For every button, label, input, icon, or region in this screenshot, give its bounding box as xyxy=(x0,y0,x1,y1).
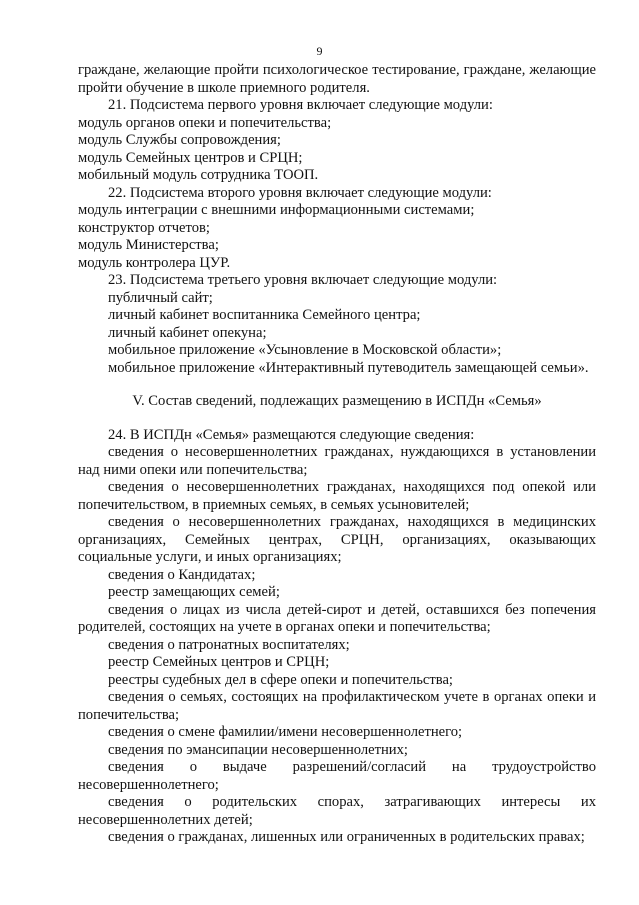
list-item: мобильное приложение «Интерактивный путеводитель замещающей семьи». xyxy=(108,359,589,376)
section-heading: V. Состав сведений, подлежащих размещению в ИСПДн «Семья» xyxy=(132,393,542,409)
list-item: сведения о лицах из числа детей-сирот и детей, оставшихся без попечения родителей, состоящих на учете в органах опеки и попечительства; xyxy=(78,601,596,635)
list-item: реестр Семейных центров и СРЦН; xyxy=(108,654,330,670)
list-item: модуль Семейных центров и СРЦН; xyxy=(78,149,303,166)
list-item: модуль Министерства; xyxy=(78,237,219,253)
list-item: личный кабинет опекуна; xyxy=(108,324,267,341)
list-item: конструктор отчетов; xyxy=(78,219,210,236)
clause-22-title: 22. Подсистема второго уровня включает следующие модули: xyxy=(108,184,492,201)
intro-paragraph: граждане, желающие пройти психологическое тестирование, граждане, желающие пройти обучение в школе приемного родителя. xyxy=(78,62,596,96)
list-item: модуль органов опеки и попечительства; xyxy=(78,114,332,131)
list-item: сведения о гражданах, лишенных или ограниченных в родительских правах; xyxy=(108,829,585,845)
list-item: реестры судебных дел в сфере опеки и попечительства; xyxy=(108,671,453,688)
list-item: сведения о несовершеннолетних гражданах, находящихся под опекой или попечительством, в приемных семьях, в семьях усыновителей; xyxy=(78,479,596,513)
list-item: модуль контролера ЦУР. xyxy=(78,254,231,271)
list-item: сведения о родительских спорах, затрагивающих интересы их несовершеннолетних детей; xyxy=(78,794,596,828)
list-item: публичный сайт; xyxy=(108,289,213,306)
page-number: 9 xyxy=(316,44,323,58)
clause-21-title: 21. Подсистема первого уровня включает следующие модули: xyxy=(108,97,493,113)
clause-24-title: 24. В ИСПДн «Семья» размещаются следующие сведения: xyxy=(108,426,475,443)
list-item: сведения о Кандидатах; xyxy=(108,566,256,583)
document-body xyxy=(78,62,596,847)
list-item: сведения о выдаче разрешений/согласий на трудоустройство несовершеннолетнего; xyxy=(78,759,596,793)
list-item: сведения о патронатных воспитателях; xyxy=(108,636,350,653)
list-item: модуль Службы сопровождения; xyxy=(78,132,281,148)
list-item: модуль интеграции с внешними информационными системами; xyxy=(78,202,475,218)
list-item: сведения о несовершеннолетних гражданах, находящихся в медицинских организациях, Семейных центрах, СРЦН, организациях, оказывающих социальные услуги, и иных организациях; xyxy=(78,514,596,565)
list-item: реестр замещающих семей; xyxy=(108,584,280,600)
list-item: личный кабинет воспитанника Семейного центра; xyxy=(108,307,421,323)
list-item: сведения по эмансипации несовершеннолетних; xyxy=(108,741,408,758)
clause-23-title: 23. Подсистема третьего уровня включает следующие модули: xyxy=(108,272,498,288)
list-item: сведения о семьях, состоящих на профилактическом учете в органах опеки и попечительства; xyxy=(78,689,596,723)
list-item: мобильное приложение «Усыновление в Московской области»; xyxy=(108,342,502,358)
list-item: сведения о несовершеннолетних гражданах, нуждающихся в установлении над ними опеки или попечительства; xyxy=(78,444,596,478)
list-item: мобильный модуль сотрудника ТООП. xyxy=(78,167,319,183)
list-item: сведения о смене фамилии/имени несовершеннолетнего; xyxy=(108,724,463,740)
